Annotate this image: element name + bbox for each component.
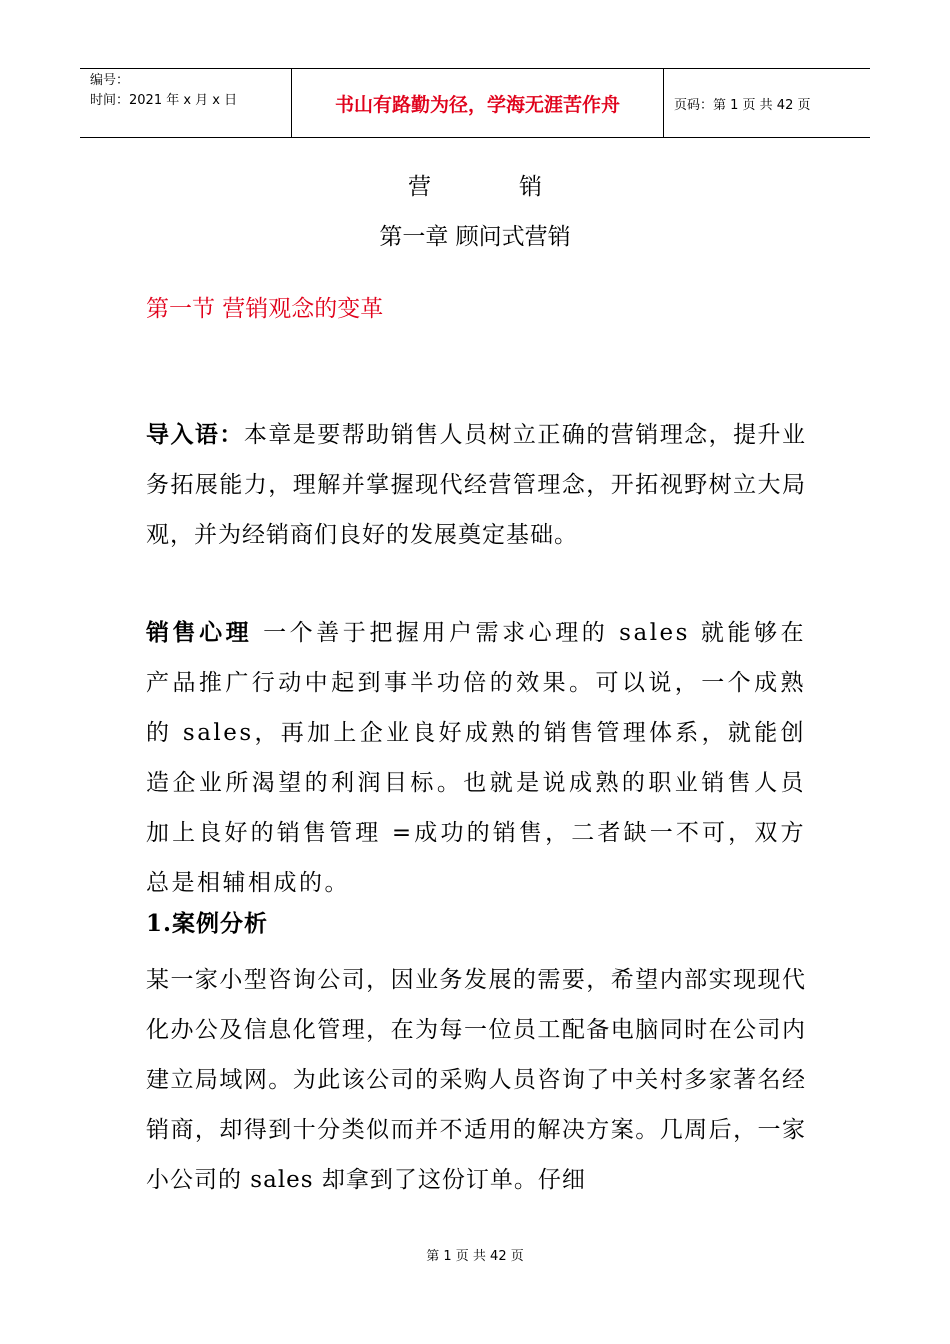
section-heading: 第一节 营销观念的变革 <box>146 296 384 322</box>
doc-title <box>0 168 950 201</box>
doc-time-label: 时间：2021 年 x 月 x 日 <box>90 93 238 108</box>
header-table <box>80 68 870 138</box>
page-footer: 第 1 页 共 42 页 <box>426 1249 524 1264</box>
intro-text: 本章是要帮助销售人员树立正确的营销理念，提升业务拓展能力，理解并掌握现代经营管理念，开拓视野树立大局观，并为经销商们良好的发展奠定基础。 <box>146 422 807 548</box>
psych-label: 销售心理 <box>146 619 253 646</box>
header-meta <box>80 69 292 137</box>
doc-number-label: 编号： <box>90 73 130 88</box>
header-page-info: 页码：第 1 页 共 42 页 <box>674 97 811 113</box>
case-paragraph: 某一家小型咨询公司，因业务发展的需要，希望内部实现现代化办公及信息化管理，在为每一位员工配备电脑同时在公司内建立局域网。为此该公司的采购人员咨询了中关村多家著名经销商，却得到十分类似而并不适用的解决方案。几周后，一家小公司的 sales 却拿到了这份订单。仔细 <box>146 967 806 1193</box>
intro-paragraph <box>146 410 806 560</box>
intro-label: 导入语： <box>146 421 244 448</box>
chapter-heading: 第一章 顾问式营销 <box>379 224 571 250</box>
doc-title-right: 销 <box>519 174 542 200</box>
case-heading: 1.案例分析 <box>146 910 269 937</box>
psych-paragraph <box>146 608 806 908</box>
header-motto: 书山有路勤为径，学海无涯苦作舟 <box>292 69 664 137</box>
psych-text: 一个善于把握用户需求心理的 sales 就能够在产品推广行动中起到事半功倍的效果。可以说，一个成熟的 sales，再加上企业良好成熟的销售管理体系，就能创造企业所渴望的利润目标。也就是说成熟的职业销售人员加上良好的销售管理 =成功的销售，二者缺一不可，双方总是相辅相成的。 <box>146 620 806 896</box>
doc-title-left: 营 <box>408 174 431 200</box>
